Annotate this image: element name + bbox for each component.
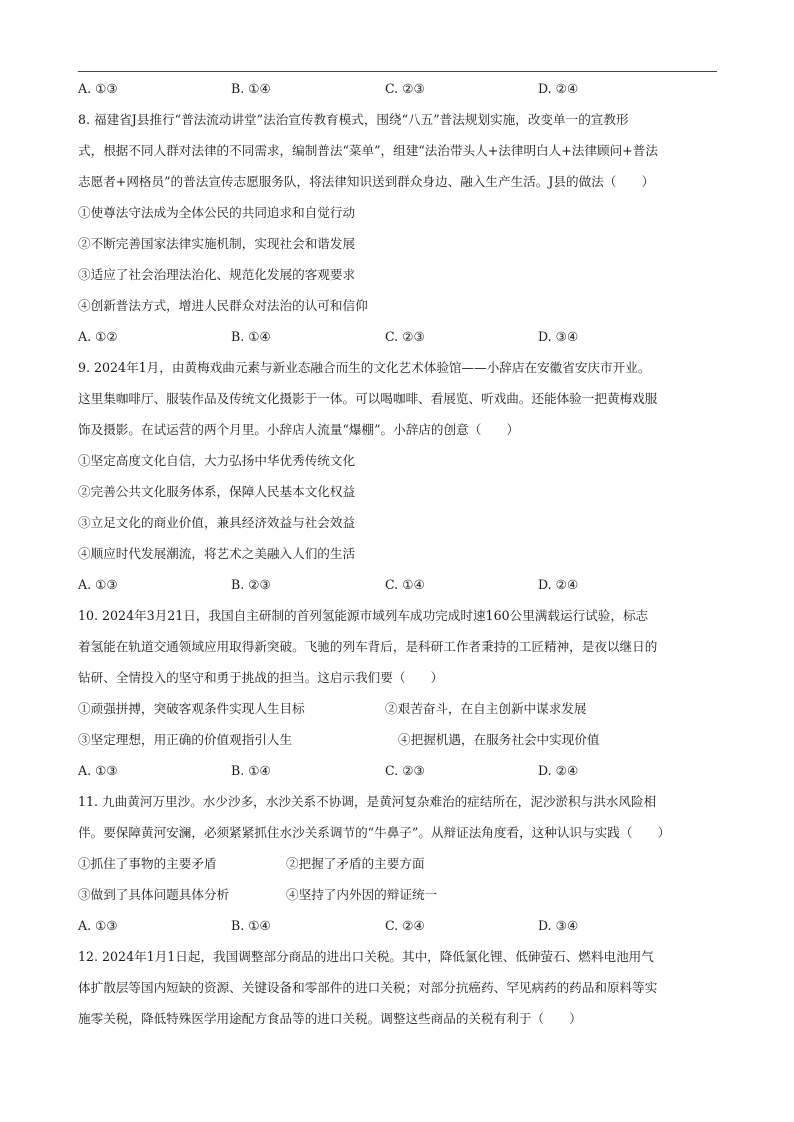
question-options (78, 910, 718, 941)
statement-row (78, 693, 718, 724)
option-d: D. ②④ (538, 81, 579, 96)
statement: ②艰苦奋斗，在自主创新中谋求发展 (385, 701, 587, 716)
question-stem: 8. 福建省J县推行“普法流动讲堂”法治宣传教育模式，围绕“八五”普法规划实施，改变单一的宣教形 (78, 112, 629, 127)
question-stem: 施零关税，降低特殊医学用途配方食品等的进口关税。调整这些商品的关税有利于（ ） (78, 1011, 582, 1026)
option-c: C. ②③ (385, 763, 425, 778)
option-c: C. ②③ (385, 81, 425, 96)
statement: ④顺应时代发展潮流，将艺术之美融入人们的生活 (78, 546, 356, 561)
question-10 (78, 600, 718, 786)
statement: ④创新普法方式，增进人民群众对法治的认可和信仰 (78, 298, 368, 313)
question-options (78, 321, 718, 352)
question-options (78, 569, 718, 600)
question-stem: 11. 九曲黄河万里沙。水少沙多，水沙关系不协调，是黄河复杂难治的症结所在，泥沙淤积与洪水风险相 (78, 794, 657, 809)
statement: ③立足文化的商业价值，兼具经济效益与社会效益 (78, 515, 356, 530)
option-b: B. ①④ (231, 329, 271, 344)
statement: ②把握了矛盾的主要方面 (286, 856, 425, 871)
question-11 (78, 786, 718, 941)
option-b: B. ①④ (231, 918, 271, 933)
question-stem: 9. 2024年1月，由黄梅戏曲元素与新业态融合而生的文化艺术体验馆——小辞店在安徽省安庆市开业。 (78, 360, 651, 375)
statement-row (78, 848, 718, 879)
question-stem: 伴。要保障黄河安澜，必须紧紧抓住水沙关系调节的“牛鼻子”。从辩证法角度看，这种认识与实践（ ） (78, 825, 671, 840)
option-c: C. ②④ (385, 918, 425, 933)
statement: ④把握机遇，在服务社会中实现价值 (398, 732, 600, 747)
statement: ③适应了社会治理法治化、规范化发展的客观要求 (78, 267, 356, 282)
question-stem: 志愿者+网格员”的普法宣传志愿服务队，将法律知识送到群众身边、融入生产生活。J县的做法（ ） (78, 174, 655, 189)
statement: ④坚持了内外因的辩证统一 (286, 887, 438, 902)
option-a: A. ①③ (78, 81, 118, 96)
q7-options (78, 73, 718, 104)
question-options (78, 755, 718, 786)
question-9 (78, 352, 718, 600)
option-b: B. ①④ (231, 81, 271, 96)
option-b: B. ①④ (231, 763, 271, 778)
option-a: A. ①③ (78, 577, 118, 592)
exam-page (78, 73, 718, 1034)
question-stem: 钻研、全情投入的坚守和勇于挑战的担当。这启示我们要（ ） (78, 670, 444, 685)
option-c: C. ①④ (385, 577, 425, 592)
statement: ③做到了具体问题具体分析 (78, 887, 230, 902)
question-stem: 体扩散层等国内短缺的资源、关键设备和零部件的进口关税；对部分抗癌药、罕见病药的药品和原料等实 (78, 980, 658, 995)
statement-row (78, 724, 718, 755)
option-d: D. ③④ (538, 918, 579, 933)
statement: ②完善公共文化服务体系，保障人民基本文化权益 (78, 484, 356, 499)
option-a: A. ①③ (78, 918, 118, 933)
option-d: D. ②④ (538, 763, 579, 778)
option-b: B. ②③ (231, 577, 271, 592)
question-stem: 10. 2024年3月21日，我国自主研制的首列氢能源市域列车成功完成时速160公里满载运行试验，标志 (78, 608, 649, 623)
statement: ①顽强拼搏，突破客观条件实现人生目标 (78, 701, 305, 716)
statement-row (78, 879, 718, 910)
option-a: A. ①② (78, 329, 118, 344)
question-stem: 这里集咖啡厅、服装作品及传统文化摄影于一体。可以喝咖啡、看展览、听戏曲。还能体验一把黄梅戏服 (78, 391, 658, 406)
question-stem: 12. 2024年1月1日起，我国调整部分商品的进出口关税。其中，降低氯化锂、低砷萤石、燃料电池用气 (78, 949, 654, 964)
option-d: D. ③④ (538, 329, 579, 344)
header-rule (78, 71, 717, 72)
question-stem: 式，根据不同人群对法律的不同需求，编制普法“菜单”，组建“法治带头人+法律明白人+法律顾问+普法 (78, 143, 658, 158)
option-d: D. ②④ (538, 577, 579, 592)
statement: ①抓住了事物的主要矛盾 (78, 856, 217, 871)
statement: ②不断完善国家法律实施机制，实现社会和谐发展 (78, 236, 356, 251)
statement: ①坚定高度文化自信，大力弘扬中华优秀传统文化 (78, 453, 356, 468)
statement: ③坚定理想，用正确的价值观指引人生 (78, 732, 293, 747)
statement: ①使尊法守法成为全体公民的共同追求和自觉行动 (78, 205, 356, 220)
option-a: A. ①③ (78, 763, 118, 778)
question-12 (78, 941, 718, 1034)
option-c: C. ②③ (385, 329, 425, 344)
question-8 (78, 104, 718, 352)
question-stem: 着氢能在轨道交通领域应用取得新突破。飞驰的列车背后，是科研工作者秉持的工匠精神，是夜以继日的 (78, 639, 658, 654)
question-stem: 饰及摄影。在试运营的两个月里。小辞店人流量“爆棚”。小辞店的创意（ ） (78, 422, 520, 437)
